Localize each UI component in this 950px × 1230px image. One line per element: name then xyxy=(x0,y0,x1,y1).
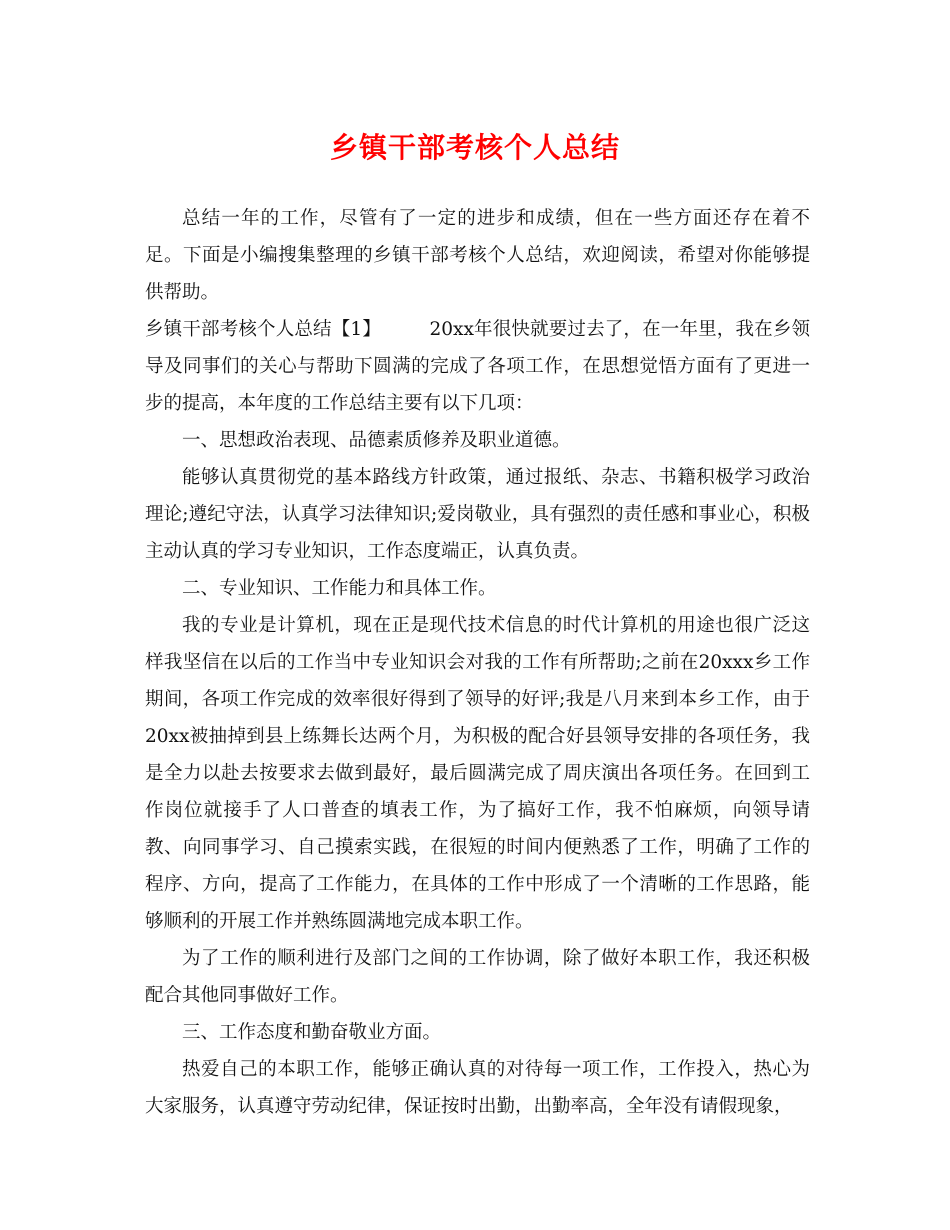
paragraph-three: 为了工作的顺利进行及部门之间的工作协调，除了做好本职工作，我还积极配合其他同事做好工作。 xyxy=(145,948,810,1006)
section-1-paragraph xyxy=(145,311,810,422)
document-title: 乡镇干部考核个人总结 xyxy=(329,131,620,164)
paragraph-one: 能够认真贯彻党的基本路线方针政策，通过报纸、杂志、书籍积极学习政治理论;遵纪守法，认真学习法律知识;爱岗敬业，具有强烈的责任感和事业心，积极主动认真的学习专业知识，工作态度端正，认真负责。 xyxy=(145,467,810,562)
document-body xyxy=(145,200,810,1125)
paragraph-four: 热爱自己的本职工作，能够正确认真的对待每一项工作，工作投入，热心为大家服务，认真遵守劳动纪律，保证按时出勤，出勤率高，全年没有请假现象， xyxy=(145,1059,810,1117)
heading-two: 二、专业知识、工作能力和具体工作。 xyxy=(182,578,497,599)
paragraph-two: 我的专业是计算机，现在正是现代技术信息的时代计算机的用途也很广泛这样我坚信在以后的工作当中专业知识会对我的工作有所帮助;之前在20xxx乡工作期间，各项工作完成的效率很好得到了领导的好评;我是八月来到本乡工作，由于20xx被抽掉到县上练舞长达两个月，为积极的配合好县领导安排的各项任务，我是全力以赴去按要求去做到最好，最后圆满完成了周庆演出各项任务。在回到工作岗位就接手了人口普查的填表工作，为了搞好工作，我不怕麻烦，向领导请教、向同事学习、自己摸索实践，在很短的时间内便熟悉了工作，明确了工作的程序、方向，提高了工作能力，在具体的工作中形成了一个清晰的工作思路，能够顺利的开展工作并熟练圆满地完成本职工作。 xyxy=(145,615,810,932)
heading-one: 一、思想政治表现、品德素质修养及职业道德。 xyxy=(182,430,571,451)
section-1-heading: 乡镇干部考核个人总结【1】 xyxy=(145,319,382,340)
section-1-opening: 20xx年很快就要过去了，在一年里，我在乡领导及同事们的关心与帮助下圆满的完成了各项工作，在思想觉悟方面有了更进一步的提高，本年度的工作总结主要有以下几项： xyxy=(145,319,810,414)
intro-paragraph: 总结一年的工作，尽管有了一定的进步和成绩，但在一些方面还存在着不足。下面是小编搜集整理的乡镇干部考核个人总结，欢迎阅读，希望对你能够提供帮助。 xyxy=(145,208,810,303)
heading-three: 三、工作态度和勤奋敬业方面。 xyxy=(182,1022,442,1043)
